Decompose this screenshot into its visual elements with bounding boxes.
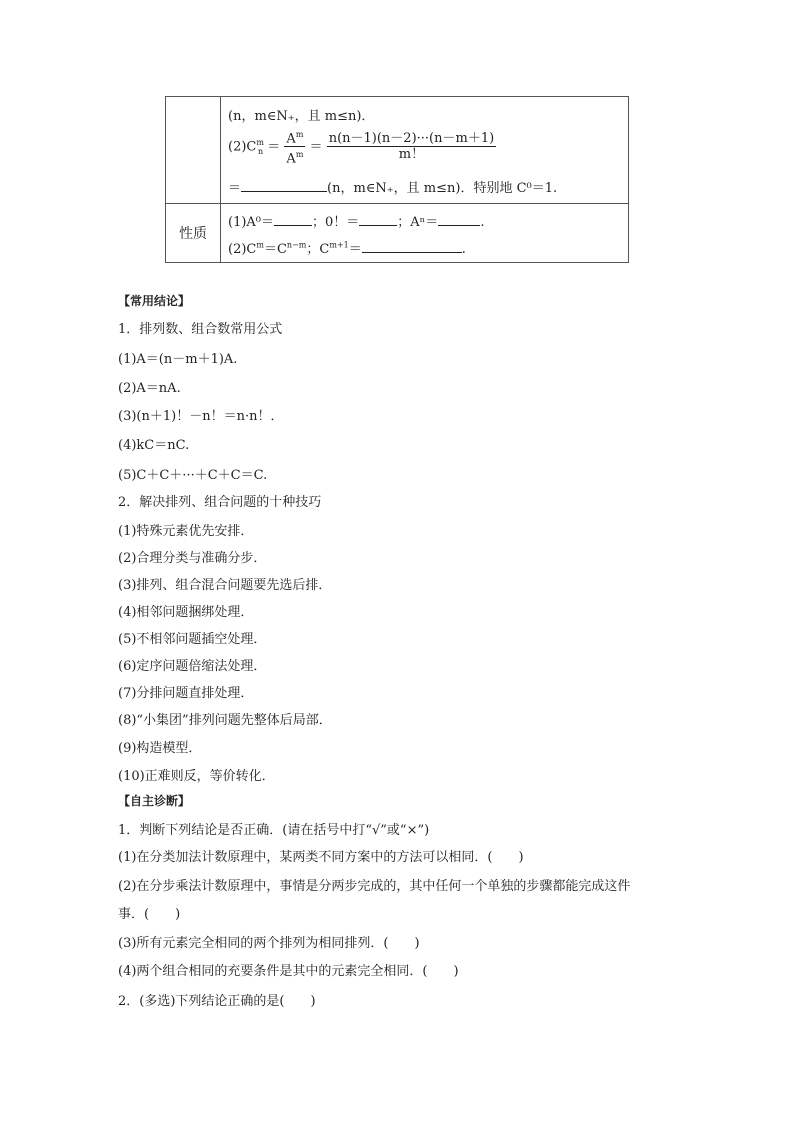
permutation-condition: (n，m∈N₊，且 m≤n)． (228, 109, 375, 124)
technique-item: (5)不相邻问题插空处理． (118, 632, 267, 647)
formula-item: (5)C＋C＋···＋C＋C＝C. (118, 468, 268, 483)
properties-cell (221, 204, 629, 263)
combination-factorial-line: ＝ (n，m∈N₊，且 m≤n)．特别地 C⁰＝1. (228, 181, 558, 196)
formula-item: (3)(n＋1)！－n！＝n·n！． (118, 409, 284, 424)
formula-item: (1)A＝(n－m＋1)A. (118, 352, 238, 367)
answer-blank (438, 213, 480, 226)
technique-item: (7)分排问题直排处理． (118, 686, 254, 701)
technique-item: (8)“小集团”排列问题先整体后局部． (118, 713, 332, 728)
table-label-cell-empty (166, 97, 221, 204)
technique-item: (1)特殊元素优先安排． (118, 524, 254, 539)
table-row (166, 97, 629, 204)
technique-item: (4)相邻问题捆绑处理． (118, 605, 254, 620)
answer-blank (274, 213, 312, 226)
question-2: 2．(多选)下列结论正确的是( ) (118, 994, 316, 1009)
common-conclusions-heading: 【常用结论】 (118, 294, 191, 308)
property-line-2: $(2)C^m=C^{n-m}$；$C^{m+1}=$ . (228, 240, 466, 257)
property-line-1: (1)A⁰＝ ；0！＝ ；Aⁿ＝ . (228, 215, 485, 230)
formula-item: (4)kC＝nC. (118, 438, 190, 453)
answer-blank (362, 240, 462, 253)
question-1-item: (2)在分步乘法计数原理中，事情是分两步完成的，其中任何一个单独的步骤都能完成这件 (118, 879, 631, 894)
technique-item: (2)合理分类与准确分步． (118, 551, 267, 566)
fraction-factorial: $\frac{n(n-1)(n-2)\cdot\cdot\cdot(n-m+1)}{m!}$ (328, 131, 495, 163)
self-diagnosis-heading: 【自主诊断】 (118, 794, 191, 808)
technique-item: (9)构造模型． (118, 741, 202, 756)
question-1-item: 事．( ) (118, 907, 181, 922)
properties-label: 性质 (166, 204, 221, 263)
answer-blank (241, 179, 327, 192)
technique-item: (10)正难则反，等价转化． (118, 769, 275, 784)
technique-item: (6)定序问题倍缩法处理． (118, 659, 267, 674)
question-1-item: (3)所有元素完全相同的两个排列为相同排列．( ) (118, 936, 420, 951)
combination-formula-cell (221, 97, 629, 204)
table-row (166, 204, 629, 263)
question-1-item: (4)两个组合相同的充要条件是其中的元素完全相同．( ) (118, 964, 459, 979)
question-1: 1．判断下列结论是否正确．(请在括号中打“√”或“×”) (118, 823, 430, 838)
formula-section-title: 1．排列数、组合数常用公式 (118, 322, 283, 337)
formula-item: (2)A＝nA. (118, 381, 181, 396)
fraction-a-over-a: $\frac{A^m}{A^m}$ (284, 127, 305, 167)
formula-table (165, 96, 629, 263)
technique-item: (3)排列、组合混合问题要先选后排． (118, 578, 332, 593)
technique-section-title: 2．解决排列、组合问题的十种技巧 (118, 495, 322, 510)
combination-formula: $(2)C^m_n$ ＝ $\frac{A^m}{A^m}$ ＝ $\frac{n(n-1)(n-2)\cdot\cdot\cdot(n-m+1)}{m!}$ (228, 127, 496, 167)
answer-blank (359, 213, 397, 226)
question-1-item: (1)在分类加法计数原理中，某两类不同方案中的方法可以相同．( ) (118, 850, 524, 865)
